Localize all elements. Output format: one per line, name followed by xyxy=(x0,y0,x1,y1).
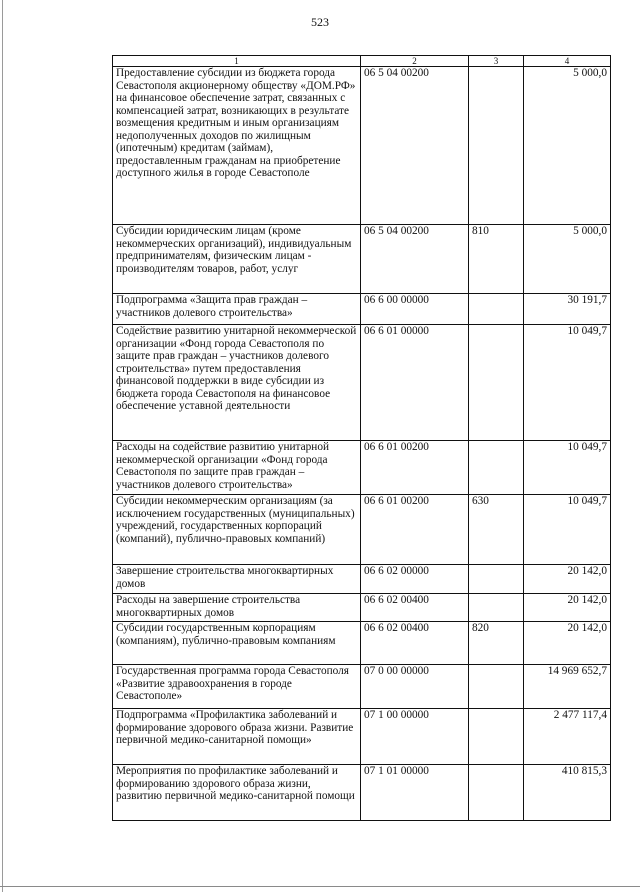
table-row xyxy=(113,495,611,565)
row-code: 07 1 01 00000 xyxy=(361,765,469,821)
row-kind: 820 xyxy=(469,622,524,665)
row-name: Субсидии государственным корпорациям (компаниям), публично-правовым компаниям xyxy=(113,622,361,665)
row-code: 06 6 01 00000 xyxy=(361,325,469,441)
row-sum: 10 049,7 xyxy=(524,495,611,565)
row-sum: 5 000,0 xyxy=(524,67,611,225)
row-sum: 10 049,7 xyxy=(524,325,611,441)
row-kind: 630 xyxy=(469,495,524,565)
row-kind xyxy=(469,765,524,821)
row-code: 06 6 01 00200 xyxy=(361,441,469,495)
row-code: 06 6 02 00400 xyxy=(361,622,469,665)
table-row xyxy=(113,594,611,622)
row-sum: 20 142,0 xyxy=(524,565,611,594)
row-code: 06 5 04 00200 xyxy=(361,67,469,225)
row-kind xyxy=(469,294,524,325)
table-row xyxy=(113,325,611,441)
row-code: 06 5 04 00200 xyxy=(361,225,469,294)
table-row xyxy=(113,565,611,594)
page-number: 523 xyxy=(311,15,329,29)
row-name: Предоставление субсидии из бюджета города Севастополя акционерному обществу «ДОМ.РФ» на финансовое обеспечение затрат, связанных с компенсацией затрат, возникающих в результате возмещения кредитным и иным организациям недополученных доходов по жилищным (ипотечным) кредитам (займам), предоставленным гражданам на приобретение доступного жилья в городе Севастополе xyxy=(113,67,361,225)
scan-left-edge xyxy=(2,0,3,892)
row-kind: 810 xyxy=(469,225,524,294)
table-header-row xyxy=(113,56,611,67)
row-sum: 5 000,0 xyxy=(524,225,611,294)
table-row xyxy=(113,294,611,325)
table-row xyxy=(113,709,611,765)
row-code: 07 1 00 00000 xyxy=(361,709,469,765)
row-name: Содействие развитию унитарной некоммерческой организации «Фонд города Севастополя по защите прав граждан – участников долевого строительства» путем предоставления финансовой поддержки в виде субсидии из бюджета города Севастополя на финансовое обеспечение уставной деятельности xyxy=(113,325,361,441)
table-row xyxy=(113,765,611,821)
row-sum: 30 191,7 xyxy=(524,294,611,325)
row-name: Государственная программа города Севастополя «Развитие здравоохранения в городе Севастополе» xyxy=(113,665,361,709)
row-kind xyxy=(469,565,524,594)
table-row xyxy=(113,665,611,709)
row-code: 06 6 00 00000 xyxy=(361,294,469,325)
row-code: 06 6 01 00200 xyxy=(361,495,469,565)
row-kind xyxy=(469,665,524,709)
scan-bottom-edge xyxy=(0,886,640,887)
row-sum: 14 969 652,7 xyxy=(524,665,611,709)
row-kind xyxy=(469,441,524,495)
row-sum: 410 815,3 xyxy=(524,765,611,821)
budget-table xyxy=(112,55,611,821)
table-row xyxy=(113,441,611,495)
column-header-code: 2 xyxy=(361,56,469,67)
column-header-kind: 3 xyxy=(469,56,524,67)
table-row xyxy=(113,622,611,665)
table-row xyxy=(113,225,611,294)
row-kind xyxy=(469,67,524,225)
row-code: 06 6 02 00400 xyxy=(361,594,469,622)
row-name: Расходы на содействие развитию унитарной некоммерческой организации «Фонд города Севастополя по защите прав граждан – участников долевого строительства» xyxy=(113,441,361,495)
row-sum: 20 142,0 xyxy=(524,594,611,622)
row-name: Мероприятия по профилактике заболеваний и формированию здорового образа жизни, развитию первичной медико-санитарной помощи xyxy=(113,765,361,821)
row-code: 06 6 02 00000 xyxy=(361,565,469,594)
row-name: Подпрограмма «Защита прав граждан – участников долевого строительства» xyxy=(113,294,361,325)
row-code: 07 0 00 00000 xyxy=(361,665,469,709)
row-name: Субсидии некоммерческим организациям (за исключением государственных (муниципальных) учреждений, государственных корпораций (компаний), публично-правовых компаний) xyxy=(113,495,361,565)
column-header-sum: 4 xyxy=(524,56,611,67)
row-sum: 20 142,0 xyxy=(524,622,611,665)
row-name: Подпрограмма «Профилактика заболеваний и формирование здорового образа жизни. Развитие первичной медико-санитарной помощи» xyxy=(113,709,361,765)
row-name: Субсидии юридическим лицам (кроме некоммерческих организаций), индивидуальным предпринимателям, физическим лицам - производителям товаров, работ, услуг xyxy=(113,225,361,294)
row-name: Завершение строительства многоквартирных домов xyxy=(113,565,361,594)
row-name: Расходы на завершение строительства многоквартирных домов xyxy=(113,594,361,622)
row-kind xyxy=(469,709,524,765)
row-sum: 10 049,7 xyxy=(524,441,611,495)
table-row xyxy=(113,67,611,225)
row-kind xyxy=(469,325,524,441)
column-header-name: 1 xyxy=(113,56,361,67)
row-sum: 2 477 117,4 xyxy=(524,709,611,765)
row-kind xyxy=(469,594,524,622)
